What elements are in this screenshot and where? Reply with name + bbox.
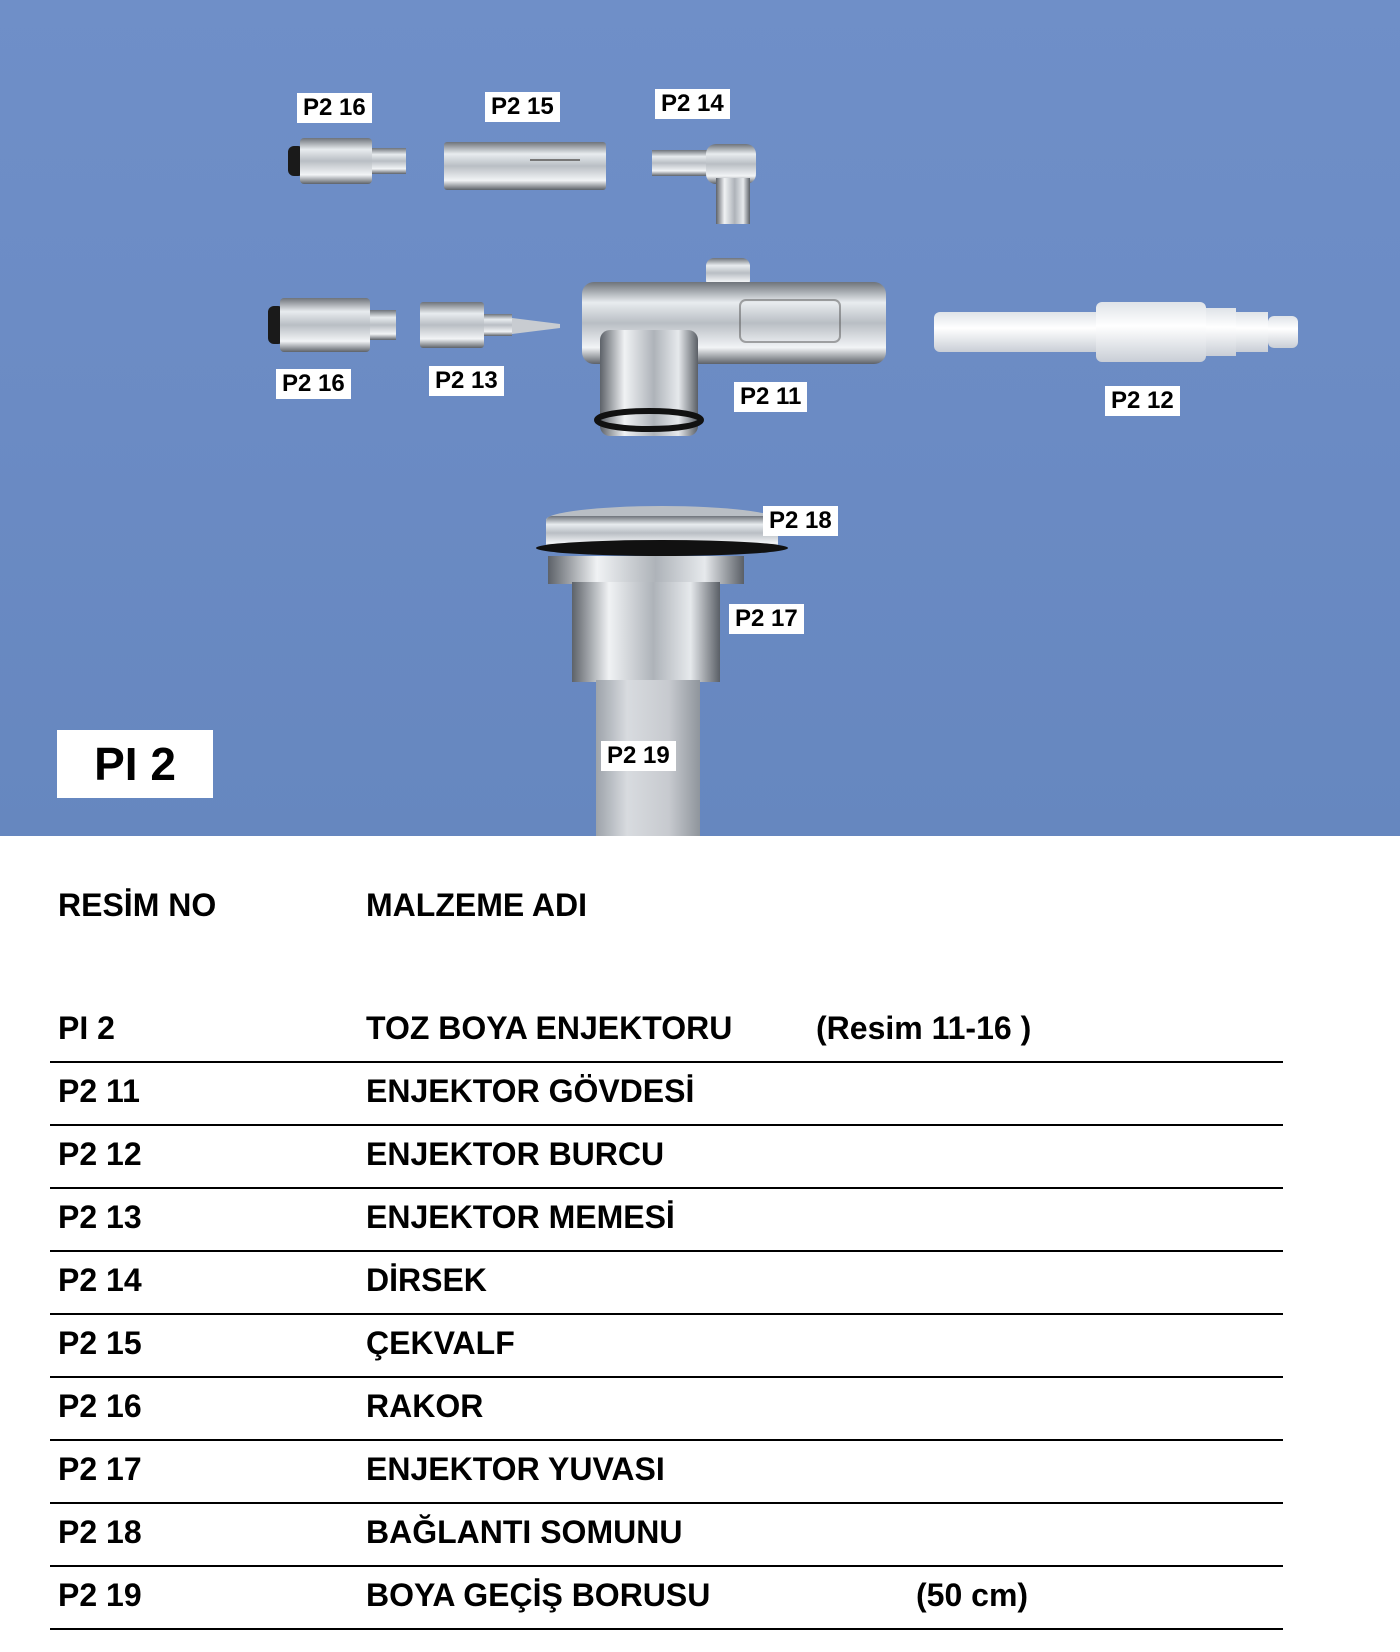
row-name: ENJEKTOR BURCU (366, 1136, 665, 1172)
row-name: TOZ BOYA ENJEKTORU (366, 1010, 733, 1046)
row-name: BAĞLANTI SOMUNU (366, 1514, 683, 1550)
row-no: P2 15 (58, 1325, 142, 1361)
row-name: RAKOR (366, 1388, 484, 1424)
row-no: P2 12 (58, 1136, 142, 1172)
table-row (50, 1126, 1283, 1189)
row-no: PI 2 (58, 1010, 115, 1046)
row-no: P2 19 (58, 1577, 142, 1613)
row-no: P2 16 (58, 1388, 142, 1424)
table-row (50, 1252, 1283, 1315)
tag-p2-13: P2 13 (429, 366, 504, 396)
part-p2-13 (420, 302, 560, 348)
part-p2-16-top (288, 138, 406, 184)
part-p2-16-mid (268, 298, 396, 352)
row-name: BOYA GEÇİŞ BORUSU (366, 1577, 711, 1613)
tag-p2-12: P2 12 (1105, 386, 1180, 416)
header-malzeme-adi: MALZEME ADI (366, 887, 588, 923)
row-name: ENJEKTOR GÖVDESİ (366, 1073, 695, 1109)
table-row (50, 1567, 1283, 1630)
part-p2-18 (536, 506, 788, 556)
tag-p2-14: P2 14 (655, 89, 730, 119)
row-name: ÇEKVALF (366, 1325, 515, 1361)
table-row (50, 1315, 1283, 1378)
table-row (50, 1189, 1283, 1252)
row-no: P2 17 (58, 1451, 142, 1487)
row-note: (50 cm) (916, 1577, 1029, 1613)
part-p2-17 (548, 556, 744, 682)
tag-p2-17: P2 17 (729, 604, 804, 634)
part-p2-14 (652, 144, 756, 224)
table-row (50, 1378, 1283, 1441)
header-resim-no: RESİM NO (58, 887, 217, 923)
row-note: (Resim 11-16 ) (816, 1010, 1032, 1046)
row-name: ENJEKTOR MEMESİ (366, 1199, 675, 1235)
tag-p2-16-top: P2 16 (297, 93, 372, 123)
tag-p2-11: P2 11 (734, 382, 807, 412)
row-name: ENJEKTOR YUVASI (366, 1451, 665, 1487)
table-row (50, 1063, 1283, 1126)
row-no: P2 11 (58, 1073, 140, 1109)
tag-p2-15: P2 15 (485, 92, 560, 122)
row-no: P2 13 (58, 1199, 142, 1235)
plate-label: PI 2 (57, 730, 213, 798)
table-row (50, 1000, 1283, 1063)
row-name: DİRSEK (366, 1262, 487, 1298)
row-no: P2 18 (58, 1514, 142, 1550)
tag-p2-18: P2 18 (763, 506, 838, 536)
table-row (50, 1504, 1283, 1567)
part-p2-12 (934, 302, 1298, 362)
tag-p2-19: P2 19 (601, 741, 676, 771)
table-row (50, 1441, 1283, 1504)
tag-p2-16-mid: P2 16 (276, 369, 351, 399)
row-no: P2 14 (58, 1262, 142, 1298)
part-p2-15 (444, 142, 606, 190)
